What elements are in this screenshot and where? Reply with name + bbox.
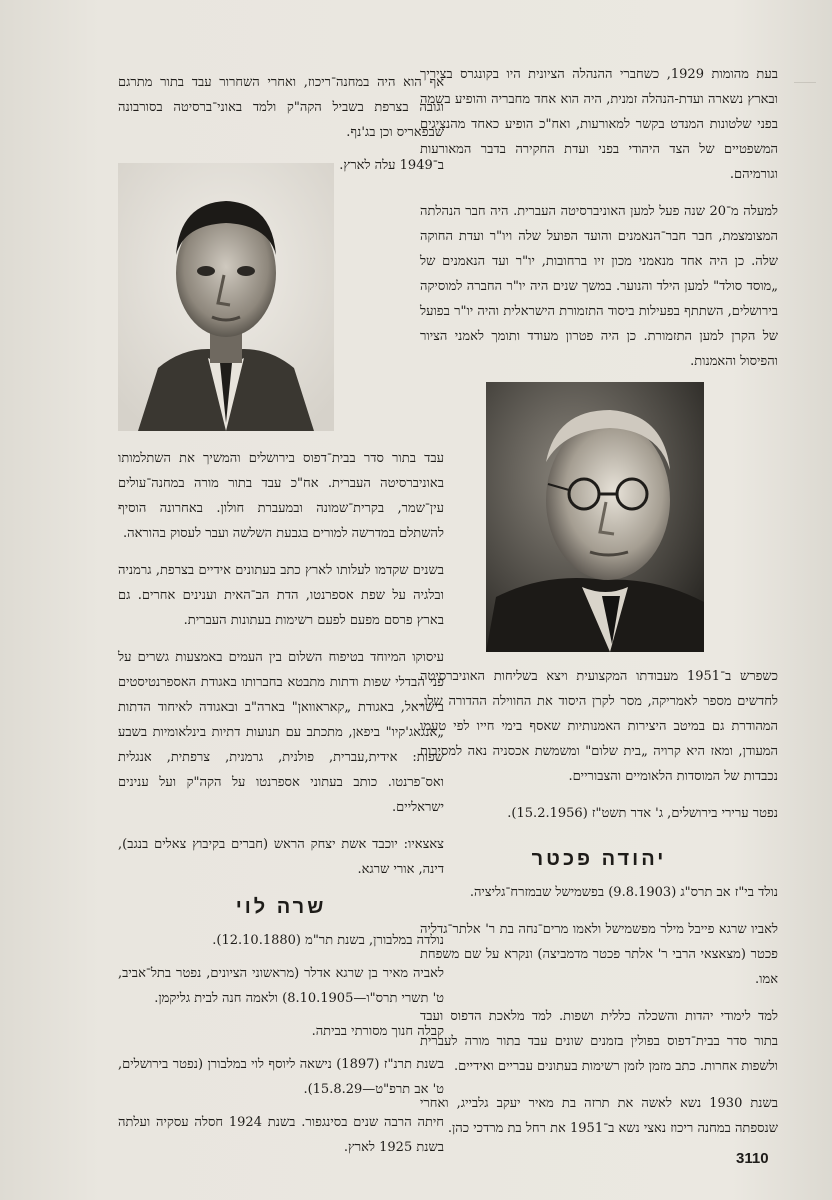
portrait-photo-young-man [118, 163, 334, 431]
paragraph: בשנים שקדמו לעלותו לארץ כתב בעתונים אידיים בצרפת, גרמניה ובלגיה על שפת אספרנטו, הדת הב־האית וענינים אחרים. גם בארץ פרסם מפעם לפעם רשימות בעתונות העברית. [118, 563, 444, 628]
paragraph: חיתה הרבה שנים בסינגפור. בשנת 1924 חסלה עסקיה ועלתה בשנת 1925 לארץ. [118, 1115, 444, 1155]
page-number: 3110 [736, 1150, 769, 1167]
paragraph: עבד בתור סדר בבית־דפוס בירושלים והמשיך את השתלמותו באוניברסיטה העברית. אח"כ עבד בתור מורה במחנה־עולים עין־שמר, בקרית־שמונה ובמעברת חולון. באחרונה הוסיף להשתלם במדרשה למורים בגבעת השלשה ועבר לעסוק בהוראה. [118, 451, 444, 541]
paragraph: נולדה במלבורן, בשנת תר"מ (12.10.1880). [212, 933, 444, 948]
paragraph: קבלה חנוך מסורתי בביתה. [311, 1024, 444, 1039]
paragraph: בשנת 1930 נשא לאשה את תרזה בת מאיר יעקב גלבייג, ואחרי שנספתה במחנה ריכוז נאצי נשא ב־1951 את רחל בת מרדכי כהן. [420, 1096, 779, 1136]
portrait-older-man-image [486, 382, 704, 652]
margin-mark [794, 82, 816, 111]
section-heading-yehuda-pechter: יהודה פכטר [531, 848, 667, 870]
right-column-bottom [420, 664, 778, 838]
paragraph: לאביו שרגא פייבל מילר מפשמישל ולאמו מרים־נחה בת ר' אלתר־גדליה פכטר (מצאצאי הרבי ר' אלתר פכטר מדמביצה) ונקרא על שם משפחת אמו. [420, 922, 778, 987]
left-column-bottom [118, 928, 444, 1172]
paragraph: לאביה מאיר בן שרגא אדלר (מראשוני הציונים, נפטר בתל־אביב, ט' תשרי תרס"ו—8.10.1905) ולאמה חנה לבית גליקמן. [118, 966, 444, 1006]
paragraph: בעת מהומות 1929, כשחברי ההנהלה הציונית היו בקונגרס בציריך ובארץ נשארה ועדת-הנהלה זמנית, היה הוא אחד מחבריה והופיע בשמה בפני שלטונות המנדט בקשר למאורעות, ואח"כ הופיע כאחד מהנציגים המשפטיים של הצד היהודי בפני ועדת החקירה בדבר המאורעות וגורמיהם. [420, 67, 778, 182]
paragraph: נפטר ערירי בירושלים, ג' אדר תשט"ז (15.2.1956). [507, 806, 778, 821]
right-column-biography [420, 880, 778, 1153]
portrait-young-man-image [118, 163, 334, 431]
left-column-middle [118, 446, 444, 894]
left-column-top [118, 70, 444, 190]
right-column-top [420, 62, 778, 386]
paragraph: למד לימודי יהדות והשכלה כללית ושפות. למד מלאכת הדפוס ועבד בתור סדר בבית־דפוס בפולין בזמנים שונים עבד בתור מורה לעברית ולשפות אחרות. כתב מזמן לזמן רשימות בעתונים עבריים ואידיים. [420, 1009, 778, 1074]
paragraph: ב־1949 עלה לארץ. [339, 158, 444, 173]
portrait-photo-older-man [486, 382, 704, 652]
paragraph: כשפרש ב־1951 מעבודתו המקצועית ויצא בשליחות האוניברסיטה לחדשים מספר לאמריקה, מסר לקרן היסוד את החווילה ההדורה שלו, המהודרת גם במיטב היצירות האמנותיות שאסף בימי חייו לפי טעמו המעודן, ומאז היא קרויה „בית שלום" ומשמשת אכסניה נאה למסיבות נכבדות של המוסדות הלאומיים והצבוריים. [420, 669, 778, 784]
paragraph: נולד בי"ז אב תרס"ג (9.8.1903) בפשמישל שבמזרח־גליציה. [469, 885, 778, 900]
paragraph: אף הוא היה במחנה־ריכוז, ואחרי השחרור עבד בתור מתרגם וגובה בצרפת בשביל הקה"ק ולמד באוני־ברסיטה בסורבונה שבפאריס וכן בג'נף. [118, 75, 444, 140]
paragraph: עיסוקו המיוחד בטיפוח השלום בין העמים באמצעות גשרים על פני הבדלי שפות ודתות מתבטא בחברותו באגודת האספרנטיסטים בישראל, באגודת „קאראוואן" בארה"ב ובאגודה לאיחוד הדתות „אנגאג'קיו" ביפאן, מתכתב עם תנועות דתיות בינלאומיות בשבע שפות: אידית,עברית, פולנית, גרמנית, צרפתית, אנגלית ואס־פרנטו. כותב בעתוני אספרנטו על הקה"ק ועל ענינים ישראליים. [118, 650, 444, 815]
paragraph: למעלה מ־20 שנה פעל למען האוניברסיטה העברית. היה חבר הנהלתה המצומצמת, חבר חבר־הנאמנים והועד הפועל שלה ויו"ר ועדת החוקה שלה. כן היה אחד מנאמני מכון זיו ברחובות, יו"ר ועד הנאמנים של „מוסד סולד" למען הילד והנוער. במשך שנים היה יו"ר החברה למוסיקה בירושלים, השתתף בפעילות ביסוד התזמורת הישראלית והיה יו"ר בפועל של הקרן למען התזמורת. כן היה פטרון מעודד ותומך לאמני הציור והפיסול והאמנות. [420, 204, 778, 369]
paragraph: בשנת תרנ"ז (1897) נישאה ליוסף לוי במלבורן (נפטר בירושלים, ט' אב תרפ"ט—15.8.29). [118, 1057, 445, 1097]
section-heading-sarah-levi: שרה לוי [235, 896, 327, 918]
descendants-paragraph: צאצאיו: יוכבד אשת יצחק הראש (חברים בקיבוץ צאלים בנגב), דינה, אורי שרגא. [118, 837, 444, 877]
